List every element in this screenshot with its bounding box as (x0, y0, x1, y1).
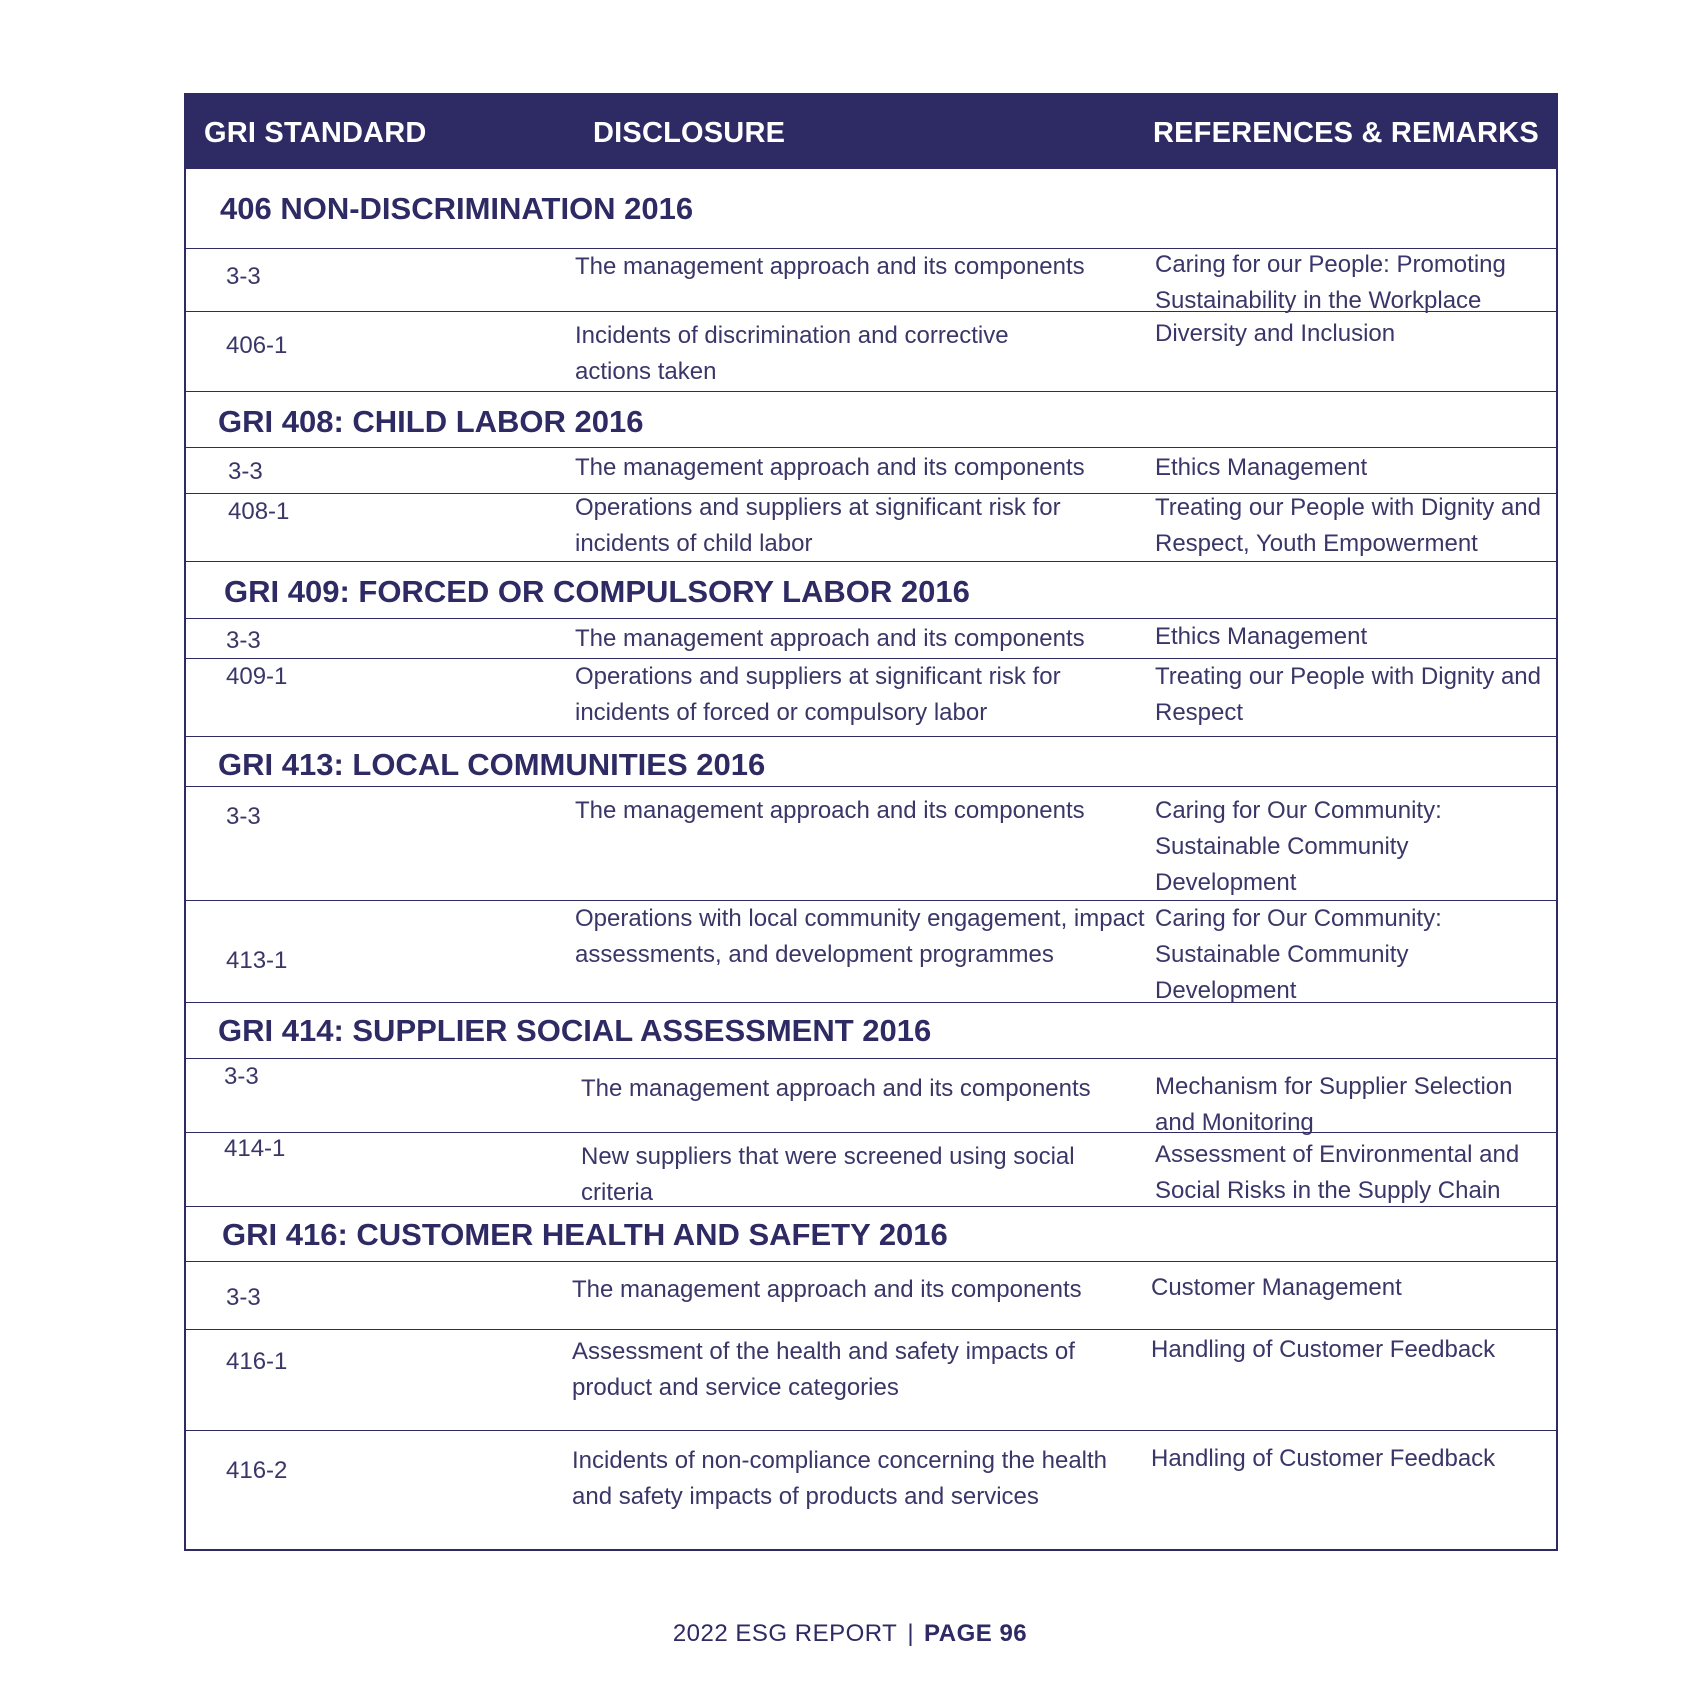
header-disclosure: DISCLOSURE (593, 117, 786, 149)
table-row (186, 1059, 1556, 1136)
table-row (186, 787, 1556, 901)
section-title: GRI 413: LOCAL COMMUNITIES 2016 (218, 747, 766, 782)
disclosure-text: Assessment of the health and safety impacts of product and service categories (572, 1338, 1075, 1401)
section-title: GRI 416: CUSTOMER HEALTH AND SAFETY 2016 (222, 1217, 948, 1252)
page-number: PAGE 96 (924, 1620, 1028, 1647)
section-title: 406 NON-DISCRIMINATION 2016 (220, 191, 694, 226)
disclosure-text: The management approach and its components (572, 1276, 1082, 1303)
section-heading-408 (186, 392, 1556, 448)
table-row (186, 494, 1556, 562)
table-row (186, 1330, 1556, 1431)
page-footer (0, 1620, 1700, 1648)
footer-separator: | (907, 1620, 915, 1647)
reference-text: Ethics Management (1155, 623, 1368, 650)
reference-text: Assessment of Environmental and Social Risks in the Supply Chain (1155, 1141, 1520, 1204)
reference-text: Caring for our People: Promoting Sustainability in the Workplace (1155, 251, 1506, 314)
reference-text: Handling of Customer Feedback (1151, 1445, 1496, 1472)
table-row (186, 619, 1556, 659)
gri-code: 3-3 (228, 458, 263, 485)
disclosure-text: Operations with local community engagement, impact assessments, and development programmes (575, 905, 1145, 968)
gri-code: 406-1 (226, 332, 288, 359)
reference-text: Ethics Management (1155, 454, 1368, 481)
gri-code: 3-3 (226, 803, 261, 830)
section-heading-406 (186, 169, 1556, 249)
gri-code: 413-1 (226, 947, 288, 974)
table-row (186, 659, 1556, 737)
reference-text: Caring for Our Community: Sustainable Community Development (1155, 797, 1442, 896)
reference-text: Mechanism for Supplier Selection and Monitoring (1155, 1073, 1513, 1136)
disclosure-text: The management approach and its components (575, 797, 1085, 824)
section-heading-414 (186, 1003, 1556, 1059)
header-gri-standard: GRI STANDARD (204, 117, 427, 149)
reference-text: Treating our People with Dignity and Respect, Youth Empowerment (1155, 494, 1541, 557)
disclosure-text: The management approach and its components (575, 454, 1085, 481)
gri-code: 416-2 (226, 1457, 288, 1484)
gri-content-table (184, 93, 1558, 1551)
disclosure-text: Operations and suppliers at significant risk for incidents of child labor (575, 494, 1061, 557)
gri-code: 408-1 (228, 498, 290, 525)
gri-code: 3-3 (226, 1284, 261, 1311)
gri-code: 3-3 (226, 627, 261, 654)
section-title: GRI 409: FORCED OR COMPULSORY LABOR 2016 (224, 574, 970, 609)
section-title: GRI 414: SUPPLIER SOCIAL ASSESSMENT 2016 (218, 1013, 932, 1048)
table-row (186, 1133, 1556, 1207)
reference-text: Caring for Our Community: Sustainable Community Development (1155, 905, 1442, 1004)
table-row (186, 1262, 1556, 1330)
gri-code: 3-3 (226, 263, 261, 290)
disclosure-text: The management approach and its components (581, 1075, 1091, 1102)
table-row (186, 249, 1556, 312)
section-title: GRI 408: CHILD LABOR 2016 (218, 404, 644, 439)
reference-text: Treating our People with Dignity and Respect (1155, 663, 1541, 726)
disclosure-text: The management approach and its components (575, 625, 1085, 652)
gri-code: 3-3 (224, 1063, 259, 1090)
header-references-remarks: REFERENCES & REMARKS (1153, 117, 1539, 149)
table-header (186, 95, 1556, 169)
report-title: 2022 ESG REPORT (672, 1620, 898, 1647)
table-row (186, 1431, 1556, 1551)
disclosure-text: The management approach and its components (575, 253, 1085, 280)
disclosure-text: Incidents of non-compliance concerning the health and safety impacts of products and services (572, 1447, 1108, 1510)
reference-text: Handling of Customer Feedback (1151, 1336, 1496, 1363)
section-heading-413 (186, 737, 1556, 787)
table-row (186, 312, 1556, 392)
section-heading-409 (186, 562, 1556, 619)
table-row (186, 901, 1556, 1003)
table-row (186, 448, 1556, 494)
reference-text: Diversity and Inclusion (1155, 320, 1396, 347)
gri-code: 414-1 (224, 1135, 286, 1162)
reference-text: Customer Management (1151, 1274, 1402, 1301)
section-heading-416 (186, 1207, 1556, 1262)
gri-code: 409-1 (226, 663, 288, 690)
gri-code: 416-1 (226, 1348, 288, 1375)
disclosure-text: Operations and suppliers at significant risk for incidents of forced or compulsory labor (575, 663, 1061, 726)
disclosure-text: Incidents of discrimination and corrective actions taken (575, 322, 1009, 385)
disclosure-text: New suppliers that were screened using social criteria (581, 1143, 1075, 1206)
